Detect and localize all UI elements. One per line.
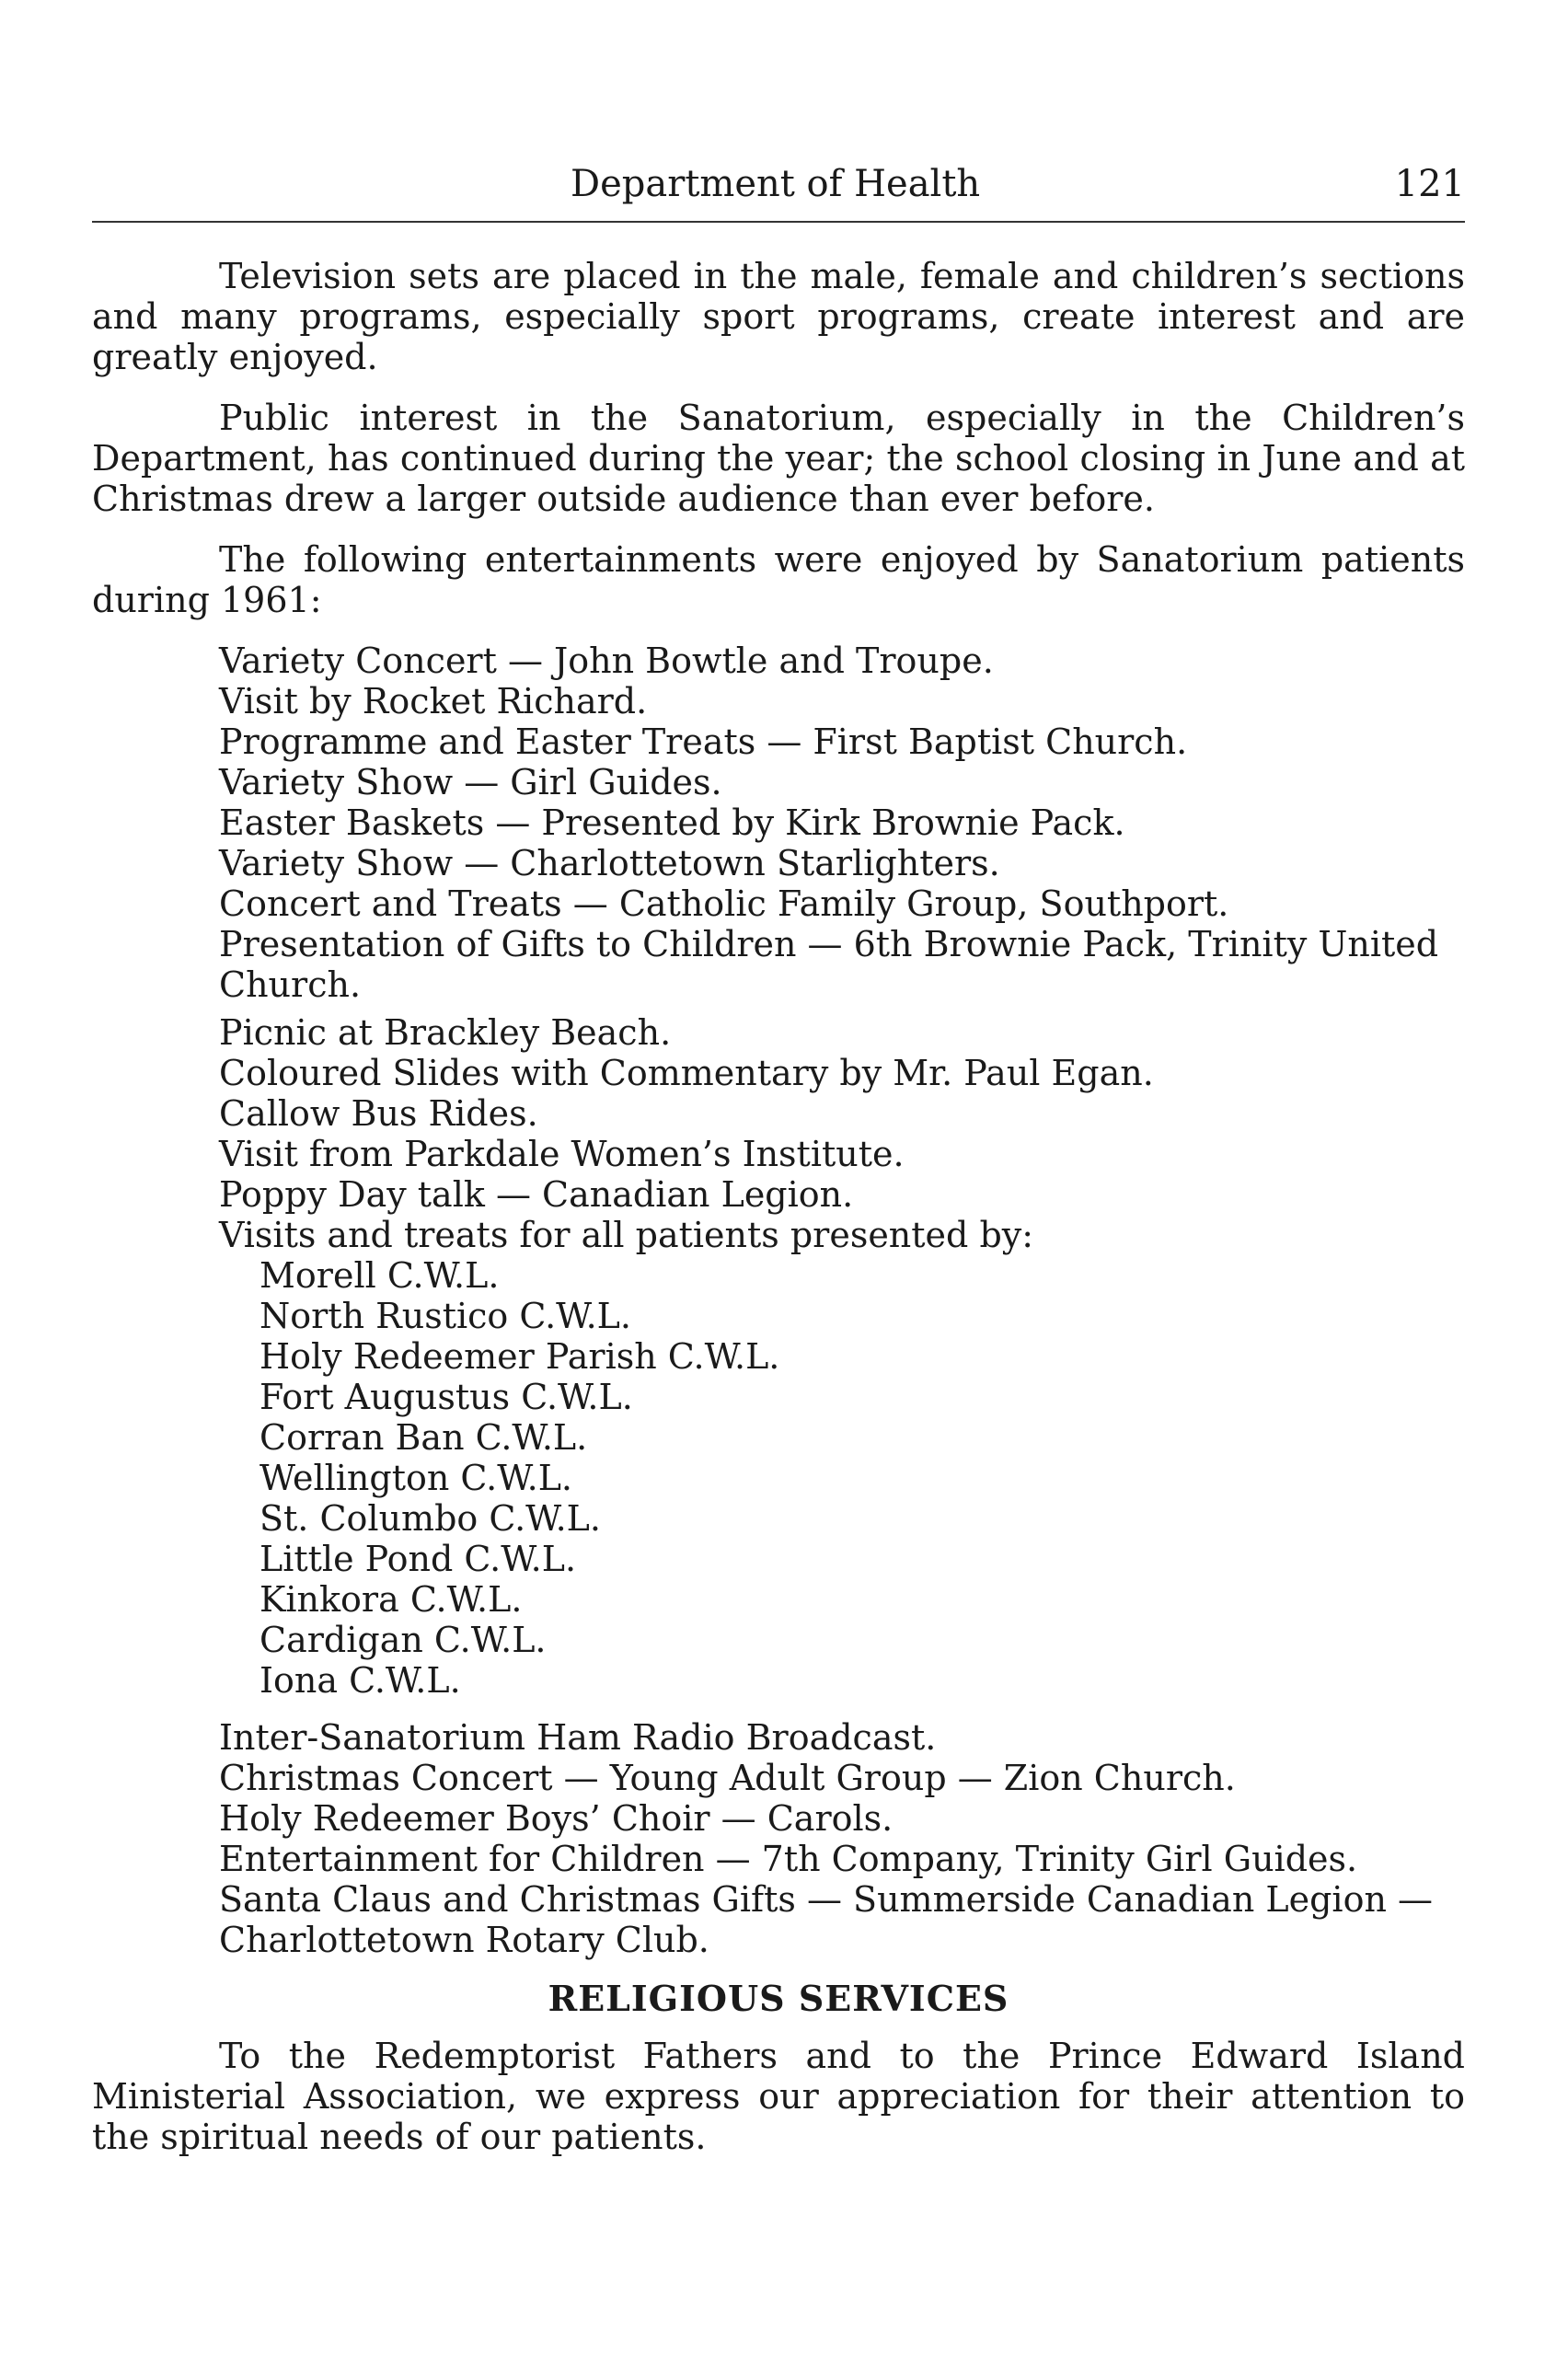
list-item: North Rustico C.W.L.: [259, 1296, 631, 1336]
list-item: Iona C.W.L.: [259, 1660, 461, 1701]
entertainments-list: [92, 641, 1465, 1255]
list-item: Coloured Slides with Commentary by Mr. Paul Egan.: [219, 1053, 1154, 1093]
list-item: Callow Bus Rides.: [219, 1093, 538, 1134]
paragraph-religious-services: To the Redemptorist Fathers and to the Prince Edward Island Ministerial Association, we express our appreciation for their attention to the spiritual needs of our patients.: [92, 2036, 1465, 2157]
list-item: Inter-Sanatorium Ham Radio Broadcast.: [219, 1717, 937, 1758]
list-item: St. Columbo C.W.L.: [259, 1498, 601, 1539]
list-item: Morell C.W.L.: [259, 1255, 500, 1296]
section-heading-religious-services: RELIGIOUS SERVICES: [548, 1978, 1009, 2019]
list-item: Variety Show — Charlottetown Starlighters.: [219, 843, 1000, 883]
list-item: Holy Redeemer Parish C.W.L.: [259, 1336, 780, 1377]
list-item: Variety Show — Girl Guides.: [219, 762, 722, 802]
more-entertainments-list: [92, 1717, 1465, 1960]
list-item: Easter Baskets — Presented by Kirk Brownie Pack.: [219, 802, 1125, 843]
list-item: Fort Augustus C.W.L.: [259, 1377, 633, 1417]
body-text: [92, 256, 1465, 2157]
page-number: 121: [1394, 163, 1465, 205]
list-item: Kinkora C.W.L.: [259, 1579, 523, 1620]
list-item: Visit from Parkdale Women’s Institute.: [219, 1134, 905, 1174]
list-item: Visit by Rocket Richard.: [219, 681, 648, 721]
list-item: Picnic at Brackley Beach.: [219, 1012, 672, 1053]
list-item: Cardigan C.W.L.: [259, 1620, 547, 1660]
paragraph-public-interest: Public interest in the Sanatorium, especially in the Children’s Department, has continued during the year; the school closing in June and at Christmas drew a larger outside audience than ever before.: [92, 398, 1465, 519]
list-item: Santa Claus and Christmas Gifts — Summerside Canadian Legion —Charlottetown Rotary Club.: [219, 1879, 1433, 1960]
paragraph-entertainments-intro: The following entertainments were enjoyed by Sanatorium patients during 1961:: [92, 539, 1465, 620]
list-item: Christmas Concert — Young Adult Group — Zion Church.: [219, 1758, 1236, 1798]
list-item: Little Pond C.W.L.: [259, 1539, 577, 1579]
list-item: Variety Concert — John Bowtle and Troupe.: [219, 641, 994, 681]
paragraph-television: Television sets are placed in the male, female and children’s sections and many programs, especially sport programs, create interest and are greatly enjoyed.: [92, 256, 1465, 377]
list-item: Wellington C.W.L.: [259, 1458, 573, 1498]
list-item: Holy Redeemer Boys’ Choir — Carols.: [219, 1798, 894, 1839]
list-item: Programme and Easter Treats — First Baptist Church.: [219, 721, 1188, 762]
list-item: Concert and Treats — Catholic Family Group, Southport.: [219, 883, 1229, 924]
list-item: Entertainment for Children — 7th Company, Trinity Girl Guides.: [219, 1839, 1358, 1879]
list-item: Corran Ban C.W.L.: [259, 1417, 588, 1458]
document-page: [92, 156, 1465, 2177]
cwl-groups-list: [219, 1255, 1465, 1701]
header-rule: [92, 221, 1465, 223]
list-item: Poppy Day talk — Canadian Legion.: [219, 1174, 854, 1215]
list-item: Visits and treats for all patients presented by:: [219, 1215, 1034, 1255]
list-item: Presentation of Gifts to Children — 6th Brownie Pack, Trinity United Church.: [219, 924, 1439, 1005]
running-header: [92, 156, 1465, 212]
running-title: Department of Health: [571, 163, 981, 205]
